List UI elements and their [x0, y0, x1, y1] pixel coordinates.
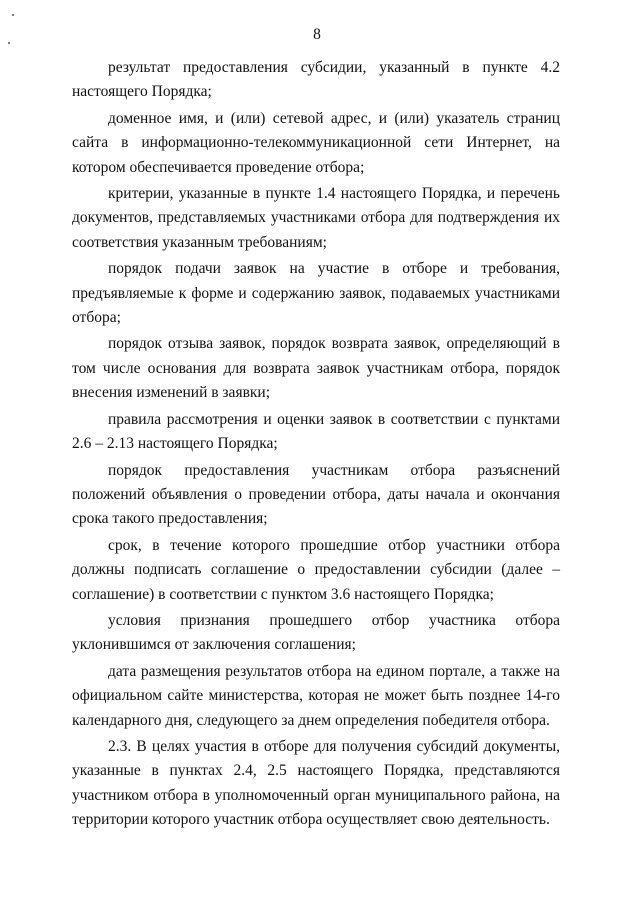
paragraph: дата размещения результатов отбора на едином портале, а также на официальном сайте министерства, которая не может быть позднее 14-го календарного дня, следующего за днем определения победителя отбора.	[72, 662, 560, 729]
scan-speck	[12, 14, 14, 16]
page-number: 8	[313, 26, 321, 43]
paragraph: порядок предоставления участникам отбора разъяснений положений объявления о проведении отбора, даты начала и окончания срока такого предоставления;	[72, 461, 560, 528]
paragraph: критерии, указанные в пункте 1.4 настоящего Порядка, и перечень документов, представляемых участниками отбора для подтверждения их соответствия указанным требованиям;	[72, 185, 560, 251]
paragraph: условия признания прошедшего отбор участника отбора уклонившимся от заключения соглашения;	[72, 611, 560, 654]
paragraph: доменное имя, и (или) сетевой адрес, и (или) указатель страниц сайта в информационно-телекоммуникационной сети Интернет, на котором обеспечивается проведение отбора;	[72, 109, 560, 176]
paragraph: результат предоставления субсидии, указанный в пункте 4.2 настоящего Порядка;	[72, 59, 560, 101]
paragraph: порядок отзыва заявок, порядок возврата заявок, определяющий в том числе основания для возврата заявок участникам отбора, порядок внесения изменений в заявки;	[72, 335, 560, 402]
paragraph: порядок подачи заявок на участие в отборе и требования, предъявляемые к форме и содержанию заявок, подаваемых участниками отбора;	[72, 260, 560, 327]
paragraph: 2.3. В целях участия в отборе для получения субсидий документы, указанные в пунктах 2.4, 2.5 настоящего Порядка, представляются участником отбора в уполномоченный орган муниципального района, на территории которого участник отбора осуществляет свою деятельность.	[72, 737, 560, 829]
body-text	[72, 56, 560, 835]
paragraph: правила рассмотрения и оценки заявок в соответствии с пунктами 2.6 – 2.13 настоящего Порядка;	[72, 410, 560, 453]
paragraph: срок, в течение которого прошедшие отбор участники отбора должны подписать соглашение о предоставлении субсидии (далее – соглашение) в соответствии с пунктом 3.6 настоящего Порядка;	[72, 536, 560, 603]
